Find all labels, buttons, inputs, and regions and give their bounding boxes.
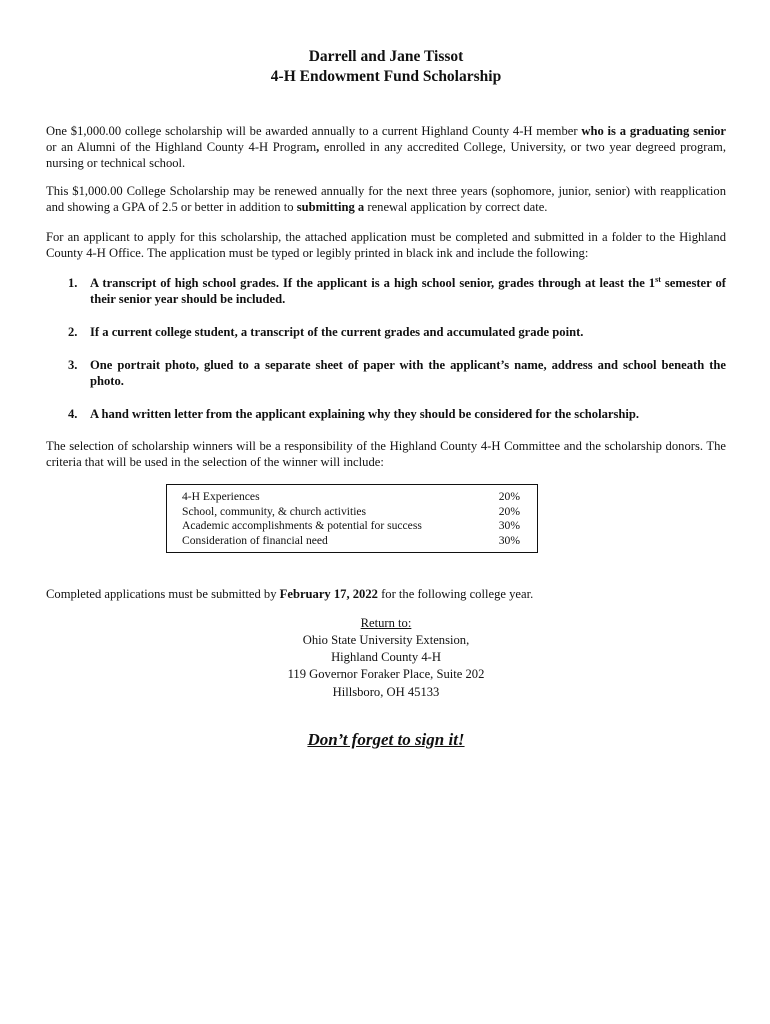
criteria-weight: 20% (498, 490, 520, 503)
requirement-text: A transcript of high school grades. If the applicant is a high school senior, grades through at least the 1 (90, 276, 656, 290)
criteria-row (182, 519, 520, 534)
deadline-text: Completed applications must be submitted by (46, 587, 280, 601)
intro-text: One $1,000.00 college scholarship will be awarded annually to a current Highland County 4-H member (46, 124, 582, 138)
requirement-item (46, 324, 726, 340)
requirement-number: 2. (68, 325, 78, 339)
requirement-number: 1. (68, 276, 78, 290)
requirement-text: One portrait photo, glued to a separate sheet of paper with the applicant’s name, address and school beneath the photo. (90, 358, 726, 388)
return-heading: Return to: (360, 615, 412, 630)
criteria-label: Academic accomplishments & potential for success (182, 519, 422, 532)
document-title-line2: 4-H Endowment Fund Scholarship (270, 68, 502, 85)
criteria-weight: 30% (498, 519, 520, 532)
deadline-date: February 17, 2022 (279, 587, 378, 601)
requirement-text: A hand written letter from the applicant explaining why they should be considered for the scholarship. (90, 407, 640, 421)
criteria-label: Consideration of financial need (182, 533, 328, 547)
criteria-row (182, 490, 520, 505)
renewal-text: This $1,000.00 College Scholarship may be renewed annually for the next three years (sophomore, junior, senior) with reapplication and showing a GPA of 2.5 or better in addition to (46, 184, 726, 214)
sign-reminder: Don’t forget to sign it! (307, 730, 465, 750)
criteria-weight: 30% (498, 533, 520, 547)
intro-paragraph (46, 123, 726, 171)
criteria-row (182, 534, 520, 549)
address-line: Ohio State University Extension, (302, 632, 470, 647)
intro-text-end: enrolled in any accredited College, University, or two year degreed program, nursing or technical school. (46, 140, 726, 170)
return-address (46, 615, 726, 701)
requirement-item (46, 406, 726, 422)
criteria-label: School, community, & church activities (182, 504, 367, 518)
requirement-number: 4. (68, 407, 78, 421)
deadline-text-end: for the following college year. (377, 587, 534, 601)
requirements-list (46, 275, 726, 422)
document-page (46, 47, 726, 750)
intro-bold-senior: who is a graduating senior (581, 124, 726, 138)
address-line: 119 Governor Foraker Place, Suite 202 (287, 667, 485, 682)
criteria-weight: 20% (498, 504, 520, 518)
requirement-text: If a current college student, a transcript of the current grades and accumulated grade point. (90, 325, 584, 339)
renewal-text-end: renewal application by correct date. (364, 200, 548, 214)
renewal-paragraph (46, 183, 726, 215)
instructions-paragraph: For an applicant to apply for this scholarship, the attached application must be completed and submitted in a folder to the Highland County 4-H Office. The application must be typed or legibly printed in black ink and include the following: (46, 230, 726, 260)
address-line: Highland County 4-H (331, 650, 441, 665)
requirement-item (46, 275, 726, 307)
address-line: Hillsboro, OH 45133 (332, 684, 440, 699)
intro-bold-comma: , (316, 140, 320, 154)
criteria-box (166, 484, 538, 553)
requirement-number: 3. (68, 358, 78, 372)
intro-text-alumni: or an Alumni of the Highland County 4-H Program (46, 140, 317, 154)
deadline-paragraph (46, 586, 726, 602)
criteria-row (182, 505, 520, 520)
selection-paragraph: The selection of scholarship winners will be a responsibility of the Highland County 4-H Committee and the scholarship donors. The criteria that will be used in the selection of the winner will include: (46, 439, 726, 469)
criteria-label: 4-H Experiences (182, 490, 260, 503)
renewal-bold: submitting a (296, 200, 365, 214)
requirement-text-end: semester of their senior year should be included. (90, 276, 726, 306)
requirement-item (46, 357, 726, 389)
document-title-line1: Darrell and Jane Tissot (308, 48, 464, 65)
requirement-superscript: st (655, 274, 661, 284)
